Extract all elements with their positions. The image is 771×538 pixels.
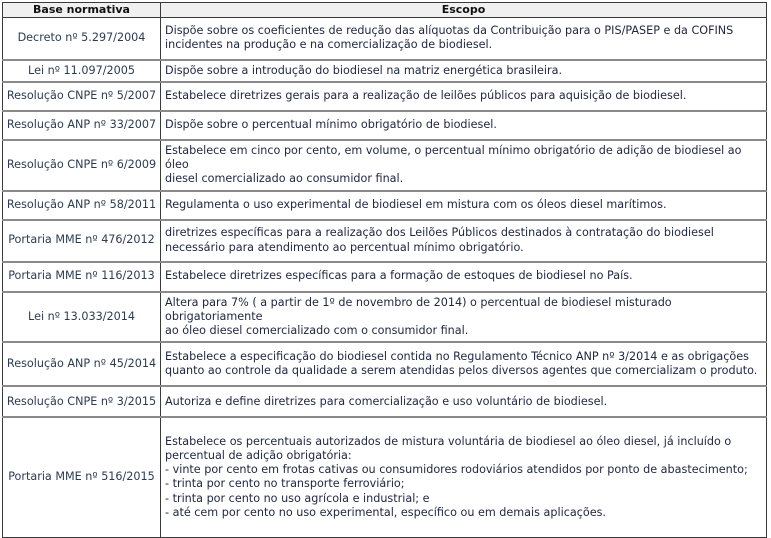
scope-line: - até cem por cento no uso experimental, específico ou em demais aplicações.: [165, 505, 606, 519]
cell-escopo: [161, 60, 767, 82]
scope-line: - trinta por cento no uso agrícola e industrial; e: [165, 491, 430, 505]
table-header-row: [3, 3, 767, 18]
header-base-normativa: Base normativa: [3, 3, 161, 18]
scope-line: Estabelece em cinco por cento, em volume, o percentual mínimo obrigatório de adição de biodiesel ao óleo: [165, 143, 742, 172]
table-row: [3, 82, 767, 111]
cell-escopo: [161, 140, 767, 191]
scope-line: necessário para atendimento ao percentual mínimo obrigatório.: [165, 240, 524, 254]
table-row: [3, 342, 767, 386]
scope-line: Dispõe sobre o percentual mínimo obrigatório de biodiesel.: [165, 118, 497, 132]
cell-base-normativa: Resolução ANP nº 58/2011: [3, 191, 161, 220]
scope-line: Estabelece os percentuais autorizados de mistura voluntária de biodiesel ao óleo diesel, já incluído o: [165, 434, 732, 448]
scope-line: percentual de adição obrigatória:: [165, 448, 352, 462]
cell-base-normativa: Lei nº 11.097/2005: [3, 60, 161, 82]
scope-line: Regulamenta o uso experimental de biodiesel em mistura com os óleos diesel marítimos.: [165, 197, 667, 211]
table-row: [3, 262, 767, 292]
cell-escopo: [161, 82, 767, 111]
cell-base-normativa: Portaria MME nº 516/2015: [3, 417, 161, 537]
scope-line: diretrizes específicas para a realização dos Leilões Públicos destinados à contratação do biodiesel: [165, 226, 714, 240]
table-row: [3, 386, 767, 417]
table-body: [3, 18, 767, 537]
scope-line: Estabelece diretrizes específicas para a formação de estoques de biodiesel no País.: [165, 269, 633, 283]
table-row: [3, 18, 767, 60]
cell-base-normativa: Portaria MME nº 116/2013: [3, 262, 161, 292]
scope-line: Autoriza e define diretrizes para comercialização e uso voluntário de biodiesel.: [165, 394, 608, 408]
table-row: [3, 111, 767, 140]
table-row: [3, 60, 767, 82]
cell-escopo: [161, 292, 767, 343]
cell-escopo: [161, 191, 767, 220]
cell-base-normativa: Decreto nº 5.297/2004: [3, 18, 161, 60]
scope-line: Dispõe sobre os coeficientes de redução das alíquotas da Contribuição para o PIS/PASEP e da COFINS: [165, 24, 734, 38]
cell-escopo: [161, 342, 767, 386]
scope-line: Dispõe sobre a introdução do biodiesel na matriz energética brasileira.: [165, 63, 563, 77]
cell-escopo: [161, 417, 767, 537]
scope-line: incidentes na produção e na comercialização de biodiesel.: [165, 38, 493, 52]
scope-line: - vinte por cento em frotas cativas ou consumidores rodoviários atendidos por ponto de abastecimento;: [165, 463, 748, 477]
cell-escopo: [161, 262, 767, 292]
cell-escopo: [161, 18, 767, 60]
scope-line: Estabelece diretrizes gerais para a realização de leilões públicos para aquisição de biodiesel.: [165, 89, 687, 103]
table-row: [3, 292, 767, 343]
cell-escopo: [161, 111, 767, 140]
cell-escopo: [161, 220, 767, 262]
legislation-table: [2, 2, 767, 538]
cell-base-normativa: Lei nº 13.033/2014: [3, 292, 161, 343]
cell-base-normativa: Portaria MME nº 476/2012: [3, 220, 161, 262]
scope-line: Altera para 7% ( a partir de 1º de novembro de 2014) o percentual de biodiesel misturado obrigatoriamente: [165, 295, 672, 323]
scope-line: Estabelece a especificação do biodiesel contida no Regulamento Técnico ANP nº 3/2014 e as obrigações: [165, 349, 749, 363]
table-row: [3, 140, 767, 191]
cell-base-normativa: Resolução CNPE nº 6/2009: [3, 140, 161, 191]
cell-escopo: [161, 386, 767, 417]
scope-line: ao óleo diesel comercializado com o consumidor final.: [165, 323, 469, 337]
cell-base-normativa: Resolução ANP nº 45/2014: [3, 342, 161, 386]
table-row: [3, 191, 767, 220]
header-escopo: Escopo: [161, 3, 767, 18]
scope-line: diesel comercializado ao consumidor final.: [165, 172, 404, 186]
cell-base-normativa: Resolução ANP nº 33/2007: [3, 111, 161, 140]
scope-line: quanto ao controle da qualidade a serem atendidas pelos diversos agentes que comercializam o produto.: [165, 364, 758, 378]
cell-base-normativa: Resolução CNPE nº 3/2015: [3, 386, 161, 417]
table-row: [3, 417, 767, 537]
scope-line: - trinta por cento no transporte ferroviário;: [165, 477, 405, 491]
cell-base-normativa: Resolução CNPE nº 5/2007: [3, 82, 161, 111]
table-row: [3, 220, 767, 262]
